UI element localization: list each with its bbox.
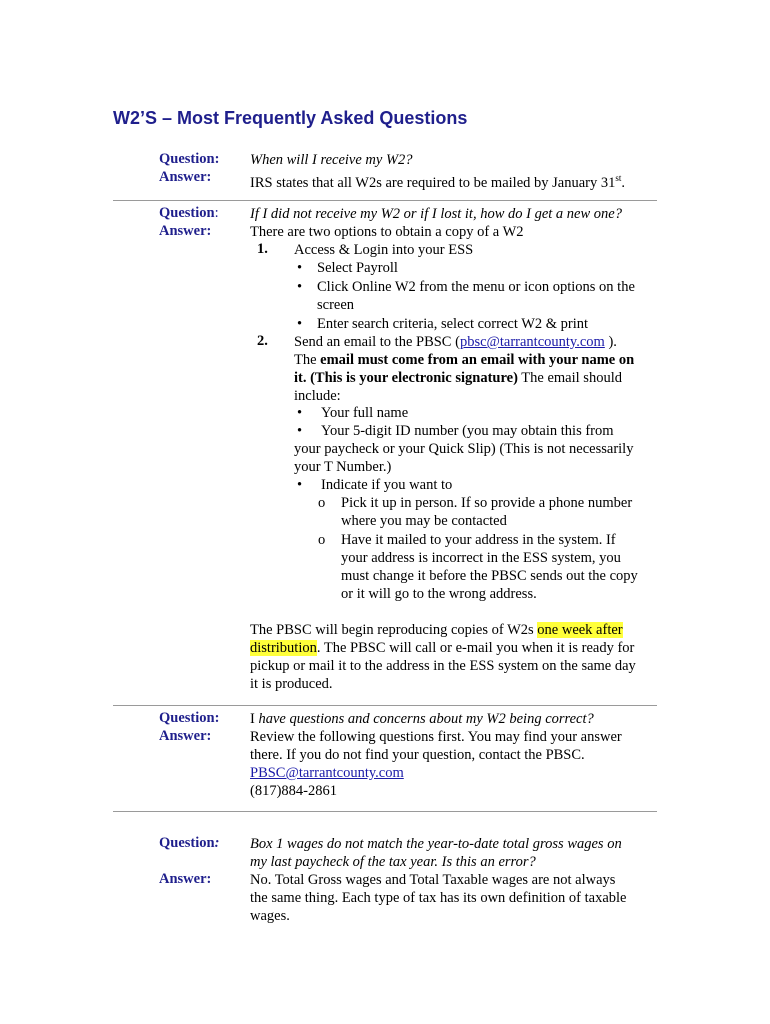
question-label: Question: [159, 205, 219, 221]
sub-list-item-continuation: where you may be contacted [341, 513, 507, 529]
sub-list-item: Pick it up in person. If so provide a phone number [341, 495, 633, 511]
bullet-icon: • [297, 279, 303, 295]
highlighted-text: one week after [537, 622, 623, 638]
option-text: include: [294, 388, 341, 404]
question-text: I have questions and concerns about my W2 being correct? [250, 711, 594, 727]
answer-label: Answer: [159, 169, 212, 185]
answer-text: There are two options to obtain a copy of a W2 [250, 224, 524, 240]
paragraph-line: it is produced. [250, 676, 333, 692]
option-text: Send an email to the PBSC (pbsc@tarrantcounty.com ). [294, 334, 617, 350]
answer-text: wages. [250, 908, 290, 924]
answer-text: the same thing. Each type of tax has its own definition of taxable [250, 890, 627, 906]
pbsc-email-link[interactable]: pbsc@tarrantcounty.com [459, 334, 605, 350]
question-text: If I did not receive my W2 or if I lost it, how do I get a new one? [250, 206, 622, 222]
bullet-icon: • [297, 423, 303, 439]
highlighted-text: distribution [250, 640, 317, 656]
option-number: 2. [257, 333, 268, 349]
option-text: it. (This is your electronic signature) The email should [294, 370, 622, 386]
paragraph-line: pickup or mail it to the address in the ESS system on the same day [250, 658, 636, 674]
circle-bullet-icon: o [318, 532, 326, 548]
pbsc-email-link[interactable]: PBSC@tarrantcounty.com [250, 765, 404, 781]
question-label: Question: [159, 710, 220, 726]
sub-list-item-continuation: your address is incorrect in the ESS system, you [341, 550, 621, 566]
list-item: Enter search criteria, select correct W2 & print [317, 316, 589, 332]
circle-bullet-icon: o [318, 495, 326, 511]
answer-text: IRS states that all W2s are required to be mailed by January 31st. [250, 173, 625, 191]
sub-list-item-continuation: or it will go to the wrong address. [341, 586, 537, 602]
question-text: When will I receive my W2? [250, 152, 413, 168]
option-text: The email must come from an email with your name on [294, 352, 635, 368]
question-label: Question: [159, 835, 220, 851]
answer-label: Answer: [159, 728, 212, 744]
phone-number: (817)884-2861 [250, 783, 337, 799]
answer-text: there. If you do not find your question, contact the PBSC. [250, 747, 585, 763]
list-item: Your 5-digit ID number (you may obtain this from [321, 423, 614, 439]
list-item: Click Online W2 from the menu or icon options on the [317, 279, 635, 295]
question-label: Question: [159, 151, 220, 167]
sub-list-item-continuation: must change it before the PBSC sends out the copy [341, 568, 638, 584]
list-item: Indicate if you want to [321, 477, 453, 493]
question-text: my last paycheck of the tax year. Is this an error? [250, 854, 536, 870]
section-divider [113, 811, 657, 812]
list-item: Select Payroll [317, 260, 398, 276]
list-item-continuation: screen [317, 297, 355, 313]
page-title: W2’S – Most Frequently Asked Questions [113, 108, 468, 128]
list-item-continuation: your T Number.) [294, 459, 392, 475]
bullet-icon: • [297, 477, 303, 493]
answer-text: Review the following questions first. You may find your answer [250, 729, 622, 745]
answer-text: No. Total Gross wages and Total Taxable wages are not always [250, 872, 616, 888]
answer-label: Answer: [159, 871, 212, 887]
answer-label: Answer: [159, 223, 212, 239]
section-divider [113, 705, 657, 706]
question-text: Box 1 wages do not match the year-to-date total gross wages on [250, 836, 622, 852]
bullet-icon: • [297, 260, 303, 276]
paragraph-line: The PBSC will begin reproducing copies of W2s one week after [250, 622, 623, 638]
paragraph-line: distribution. The PBSC will call or e-mail you when it is ready for [250, 640, 635, 656]
option-number: 1. [257, 241, 268, 257]
section-divider [113, 200, 657, 201]
sub-list-item: Have it mailed to your address in the system. If [341, 532, 616, 548]
list-item-continuation: your paycheck or your Quick Slip) (This is not necessarily [294, 441, 634, 457]
list-item: Your full name [321, 405, 409, 421]
bullet-icon: • [297, 316, 303, 332]
option-text: Access & Login into your ESS [294, 242, 474, 258]
bullet-icon: • [297, 405, 303, 421]
